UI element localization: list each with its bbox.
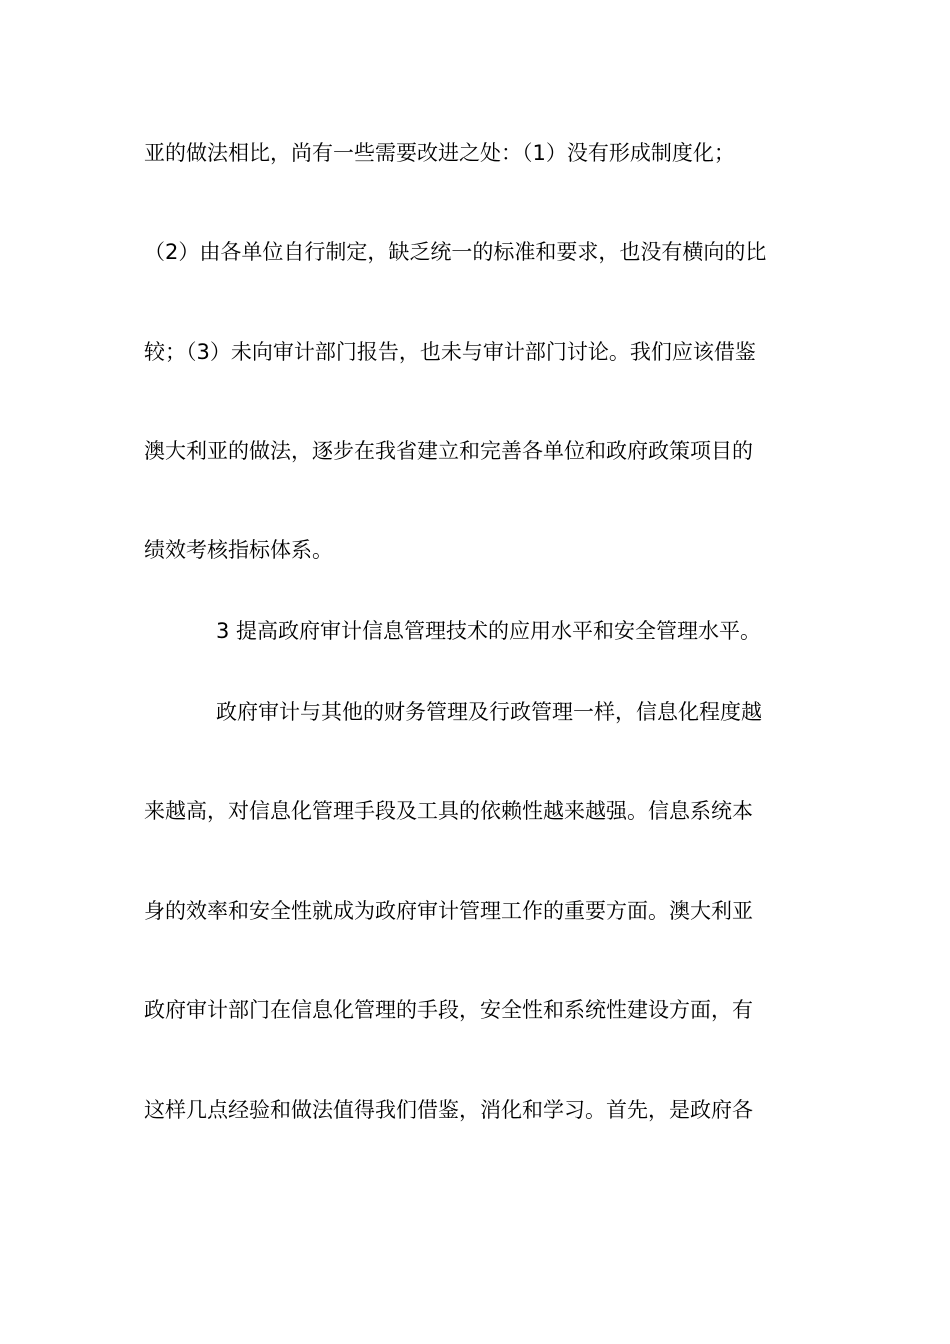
text-line-11: 这样几点经验和做法值得我们借鉴，消化和学习。首先，是政府各	[144, 1098, 753, 1122]
text-line-4: 澳大利亚的做法，逐步在我省建立和完善各单位和政府政策项目的	[144, 439, 753, 463]
section-heading: 3 提高政府审计信息管理技术的应用水平和安全管理水平。	[216, 619, 762, 643]
text-line-3: 较；（3）未向审计部门报告，也未与审计部门讨论。我们应该借鉴	[144, 340, 756, 364]
text-line-8: 来越高，对信息化管理手段及工具的依赖性越来越强。信息系统本	[144, 799, 753, 823]
text-line-5: 绩效考核指标体系。	[144, 538, 333, 562]
text-line-7: 政府审计与其他的财务管理及行政管理一样，信息化程度越	[216, 700, 762, 724]
text-line-2: （2）由各单位自行制定，缺乏统一的标准和要求，也没有横向的比	[144, 240, 767, 264]
text-line-10: 政府审计部门在信息化管理的手段，安全性和系统性建设方面，有	[144, 998, 753, 1022]
text-line-1: 亚的做法相比，尚有一些需要改进之处：（1）没有形成制度化；	[144, 141, 735, 165]
text-line-9: 身的效率和安全性就成为政府审计管理工作的重要方面。澳大利亚	[144, 899, 753, 923]
